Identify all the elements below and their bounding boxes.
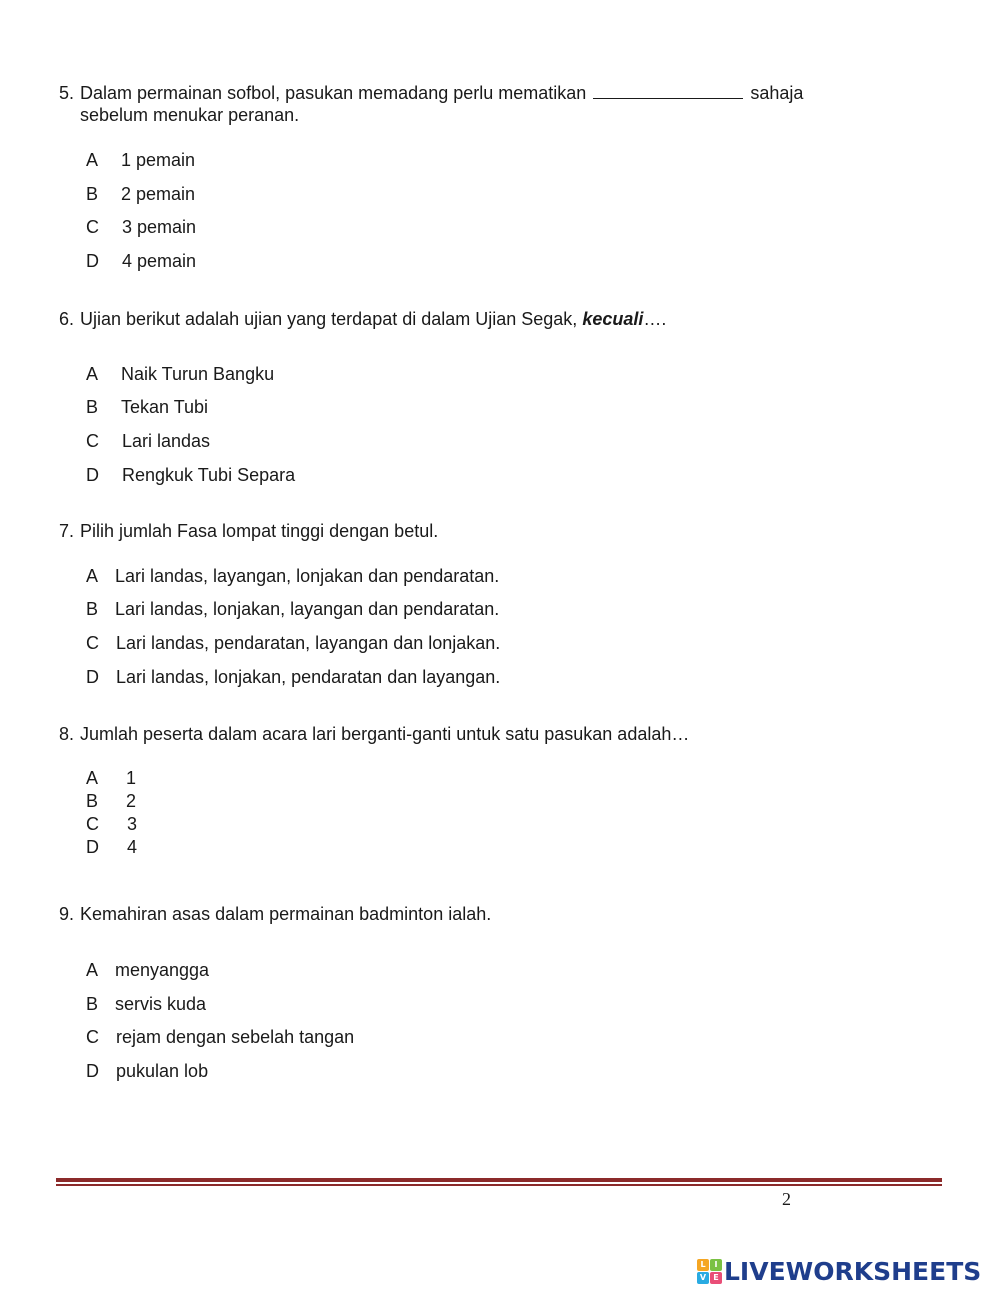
question-text-after: sahaja [750, 83, 804, 103]
option-8-c[interactable] [86, 813, 138, 835]
option-8-a[interactable] [86, 767, 137, 789]
question-text-line2: sebelum menukar peranan. [80, 105, 300, 125]
option-text: Lari landas, lonjakan, layangan dan pendaratan. [115, 599, 500, 619]
option-letter: A [86, 960, 99, 980]
option-letter: C [86, 217, 99, 237]
question-5 [59, 82, 803, 126]
question-text: Pilih jumlah Fasa lompat tinggi dengan betul. [80, 521, 439, 541]
question-7 [59, 520, 438, 542]
option-text: 3 [127, 814, 138, 834]
option-text: rejam dengan sebelah tangan [116, 1027, 355, 1047]
option-text: Naik Turun Bangku [121, 364, 275, 384]
question-text-after: …. [643, 309, 667, 329]
question-number: 5. [59, 83, 75, 103]
question-9 [59, 903, 491, 925]
option-9-a[interactable] [86, 959, 210, 981]
option-letter: D [86, 465, 99, 485]
option-5-c[interactable] [86, 216, 197, 238]
option-text: 1 pemain [121, 150, 196, 170]
option-9-d[interactable] [86, 1060, 209, 1082]
question-6 [59, 308, 666, 330]
question-8 [59, 723, 689, 745]
question-text: Jumlah peserta dalam acara lari berganti-ganti untuk satu pasukan adalah… [80, 724, 690, 744]
option-5-a[interactable] [86, 149, 196, 171]
option-text: 4 pemain [122, 251, 197, 271]
option-6-a[interactable] [86, 363, 275, 385]
option-letter: A [86, 364, 99, 384]
logo-text: LIVEWORKSHEETS [724, 1256, 982, 1286]
question-text: Dalam permainan sofbol, pasukan memadang perlu mematikan [80, 83, 587, 103]
question-emphasis: kecuali [582, 309, 644, 329]
option-text: 4 [127, 837, 138, 857]
logo-mark-e: E [710, 1272, 722, 1284]
logo-mark-v: V [697, 1272, 709, 1284]
option-text: 1 [126, 768, 137, 788]
option-text: menyangga [115, 960, 210, 980]
page-number: 2 [782, 1189, 791, 1209]
option-7-d[interactable] [86, 666, 501, 688]
option-text: Lari landas, pendaratan, layangan dan lonjakan. [116, 633, 501, 653]
logo-mark-l: L [697, 1259, 709, 1271]
option-7-b[interactable] [86, 598, 500, 620]
option-text: 2 [126, 791, 137, 811]
option-6-d[interactable] [86, 464, 296, 486]
footer-rule-thick [56, 1178, 942, 1182]
option-7-a[interactable] [86, 565, 500, 587]
option-letter: A [86, 150, 99, 170]
option-text: Lari landas, layangan, lonjakan dan pendaratan. [115, 566, 500, 586]
option-text: servis kuda [115, 994, 207, 1014]
question-number: 8. [59, 724, 75, 744]
option-6-c[interactable] [86, 430, 211, 452]
question-number: 6. [59, 309, 75, 329]
option-letter: D [86, 1061, 99, 1081]
option-letter: C [86, 1027, 99, 1047]
option-text: 2 pemain [121, 184, 196, 204]
option-letter: B [86, 791, 99, 811]
option-letter: B [86, 994, 99, 1014]
option-letter: B [86, 599, 99, 619]
option-letter: C [86, 633, 99, 653]
option-6-b[interactable] [86, 396, 209, 418]
option-text: 3 pemain [122, 217, 197, 237]
question-text: Ujian berikut adalah ujian yang terdapat di dalam Ujian Segak, [80, 309, 578, 329]
question-number: 9. [59, 904, 75, 924]
footer-rule-thin [56, 1184, 942, 1186]
option-letter: D [86, 251, 99, 271]
liveworksheets-logo[interactable] [697, 1256, 981, 1286]
question-text: Kemahiran asas dalam permainan badminton ialah. [80, 904, 492, 924]
option-letter: A [86, 566, 99, 586]
option-text: pukulan lob [116, 1061, 209, 1081]
liveworksheets-logo-icon [697, 1259, 721, 1283]
option-5-b[interactable] [86, 183, 196, 205]
option-8-b[interactable] [86, 790, 137, 812]
option-text: Rengkuk Tubi Separa [122, 465, 296, 485]
option-letter: A [86, 768, 99, 788]
question-number: 7. [59, 521, 75, 541]
option-letter: C [86, 814, 99, 834]
option-text: Lari landas, lonjakan, pendaratan dan layangan. [116, 667, 501, 687]
answer-blank[interactable] [593, 83, 743, 99]
option-letter: C [86, 431, 99, 451]
logo-mark-i: I [710, 1259, 722, 1271]
option-9-b[interactable] [86, 993, 207, 1015]
option-7-c[interactable] [86, 632, 501, 654]
option-letter: D [86, 837, 99, 857]
option-letter: D [86, 667, 99, 687]
option-letter: B [86, 397, 99, 417]
option-letter: B [86, 184, 99, 204]
option-text: Lari landas [122, 431, 211, 451]
option-8-d[interactable] [86, 836, 138, 858]
option-text: Tekan Tubi [121, 397, 209, 417]
option-5-d[interactable] [86, 250, 197, 272]
option-9-c[interactable] [86, 1026, 355, 1048]
